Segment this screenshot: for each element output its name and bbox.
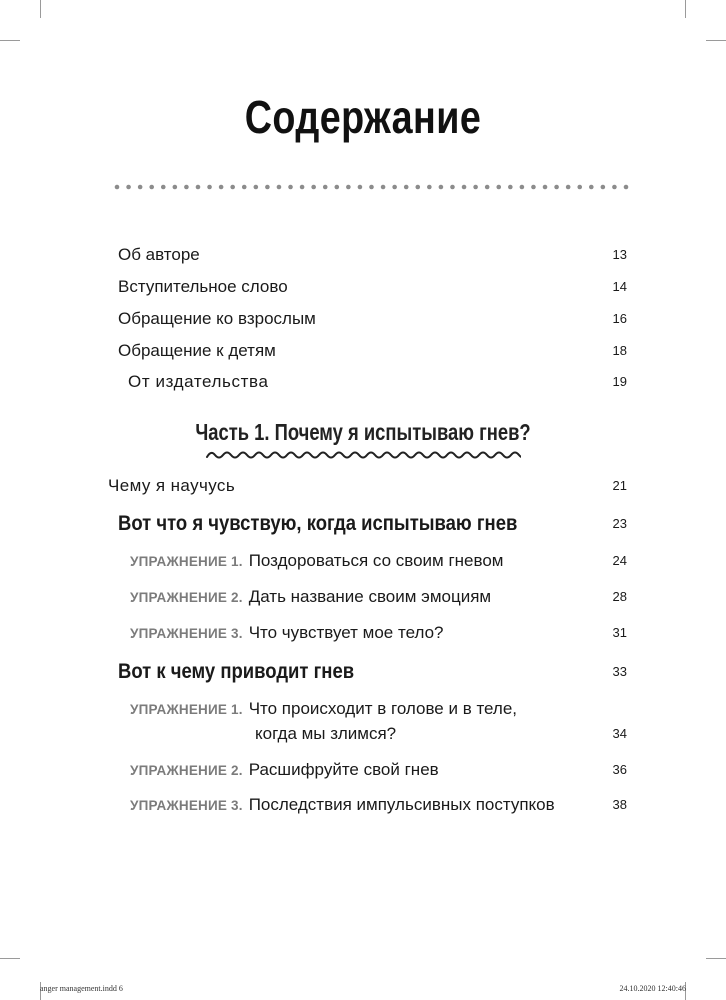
toc-exercise[interactable] — [0, 584, 726, 610]
divider-dot — [577, 185, 582, 190]
divider-dot — [126, 185, 131, 190]
divider-dot — [415, 185, 420, 190]
divider-dot — [427, 185, 432, 190]
divider-dot — [311, 185, 316, 190]
divider-dot — [149, 185, 154, 190]
divider-dot — [230, 185, 235, 190]
toc-entry-page: 36 — [612, 762, 627, 777]
divider-dot — [520, 185, 525, 190]
divider-dot — [566, 185, 571, 190]
divider-dot — [450, 185, 455, 190]
footer-file-slug: anger management.indd 6 — [40, 984, 123, 993]
divider-dot — [242, 185, 247, 190]
toc-entry-label: От издательства — [128, 372, 269, 391]
toc-entry-adults[interactable] — [0, 306, 726, 332]
divider-dot — [439, 185, 444, 190]
divider-dot — [219, 185, 224, 190]
exercise-label: Расшифруйте свой гнев — [248, 760, 439, 779]
toc-entry-page: 33 — [612, 664, 627, 679]
divider-dot — [173, 185, 178, 190]
toc-section-feelings[interactable] — [0, 511, 726, 537]
footer-timestamp: 24.10.2020 12:40:46 — [619, 984, 686, 993]
wavy-underline — [205, 448, 521, 462]
toc-entry-page: 23 — [612, 516, 627, 531]
toc-entry-publisher[interactable] — [0, 369, 726, 395]
toc-entry-page: 18 — [612, 343, 627, 358]
exercise-label: Что чувствует мое тело? — [248, 623, 444, 642]
exercise-number: УПРАЖНЕНИЕ 3. — [130, 626, 243, 641]
toc-entry-label: Вступительное слово — [118, 277, 288, 296]
toc-entry-label: Обращение ко взрослым — [118, 309, 316, 328]
toc-entry-page: 19 — [612, 374, 627, 389]
wave-line — [207, 453, 521, 458]
toc-section-title: Вот к чему приводит гнев — [118, 660, 355, 683]
divider-dot — [254, 185, 259, 190]
divider-dot — [473, 185, 478, 190]
divider-dot — [334, 185, 339, 190]
divider-dot — [115, 185, 120, 190]
divider-dot — [184, 185, 189, 190]
divider-dot — [601, 185, 606, 190]
toc-entry-page: 38 — [612, 797, 627, 812]
divider-dot — [207, 185, 212, 190]
toc-entry-page: 13 — [612, 247, 627, 262]
toc-entry-page: 16 — [612, 311, 627, 326]
toc-exercise[interactable] — [0, 696, 726, 722]
toc-entry-about-author[interactable] — [0, 242, 726, 268]
toc-section-title: Вот что я чувствую, когда испытываю гнев — [118, 512, 518, 535]
divider-dot — [543, 185, 548, 190]
exercise-number: УПРАЖНЕНИЕ 2. — [130, 763, 243, 778]
exercise-number: УПРАЖНЕНИЕ 2. — [130, 590, 243, 605]
toc-entry-children[interactable] — [0, 338, 726, 364]
exercise-label: Что происходит в голове и в теле, — [248, 699, 518, 718]
exercise-number: УПРАЖНЕНИЕ 1. — [130, 702, 243, 717]
divider-dot — [300, 185, 305, 190]
toc-section-consequences[interactable] — [0, 659, 726, 685]
toc-entry-intro[interactable] — [0, 274, 726, 300]
toc-exercise-continued[interactable] — [0, 721, 726, 747]
exercise-label: Поздороваться со своим гневом — [248, 551, 504, 570]
divider-dot — [369, 185, 374, 190]
exercise-label: Последствия импульсивных поступков — [248, 795, 555, 814]
divider-dot — [196, 185, 201, 190]
divider-dot — [624, 185, 629, 190]
page-title: Содержание — [244, 91, 482, 143]
divider-dot — [323, 185, 328, 190]
divider-dot — [138, 185, 143, 190]
part-title: Часть 1. Почему я испытываю гнев? — [195, 419, 531, 445]
divider-dot — [381, 185, 386, 190]
toc-exercise[interactable] — [0, 792, 726, 818]
crop-mark — [40, 0, 41, 18]
crop-mark — [706, 40, 726, 41]
crop-mark — [0, 958, 20, 959]
toc-exercise[interactable] — [0, 757, 726, 783]
exercise-label: Дать название своим эмоциям — [248, 587, 492, 606]
toc-entry-page: 31 — [612, 625, 627, 640]
divider-dot — [358, 185, 363, 190]
toc-exercise[interactable] — [0, 620, 726, 646]
divider-dot — [265, 185, 270, 190]
toc-entry-page: 24 — [612, 553, 627, 568]
toc-entry-page: 34 — [612, 726, 627, 741]
toc-entry-label: Обращение к детям — [118, 341, 276, 360]
divider-dot — [531, 185, 536, 190]
divider-dot — [392, 185, 397, 190]
dotted-divider — [114, 183, 629, 191]
toc-exercise[interactable] — [0, 548, 726, 574]
crop-mark — [685, 0, 686, 18]
crop-mark — [706, 958, 726, 959]
divider-dot — [346, 185, 351, 190]
divider-dot — [161, 185, 166, 190]
divider-dot — [554, 185, 559, 190]
toc-entry-learn[interactable] — [0, 473, 726, 499]
divider-dot — [404, 185, 409, 190]
divider-dot — [589, 185, 594, 190]
crop-mark — [0, 40, 20, 41]
exercise-number: УПРАЖНЕНИЕ 1. — [130, 554, 243, 569]
divider-dot — [277, 185, 282, 190]
toc-entry-page: 14 — [612, 279, 627, 294]
divider-dot — [288, 185, 293, 190]
divider-dot — [612, 185, 617, 190]
divider-dot — [485, 185, 490, 190]
divider-dot — [496, 185, 501, 190]
toc-entry-label: Чему я научусь — [108, 476, 236, 495]
exercise-label: когда мы злимся? — [255, 724, 397, 743]
divider-dot — [462, 185, 467, 190]
toc-entry-page: 28 — [612, 589, 627, 604]
exercise-number: УПРАЖНЕНИЕ 3. — [130, 798, 243, 813]
toc-entry-page: 21 — [612, 478, 627, 493]
divider-dot — [508, 185, 513, 190]
toc-entry-label: Об авторе — [118, 245, 200, 264]
